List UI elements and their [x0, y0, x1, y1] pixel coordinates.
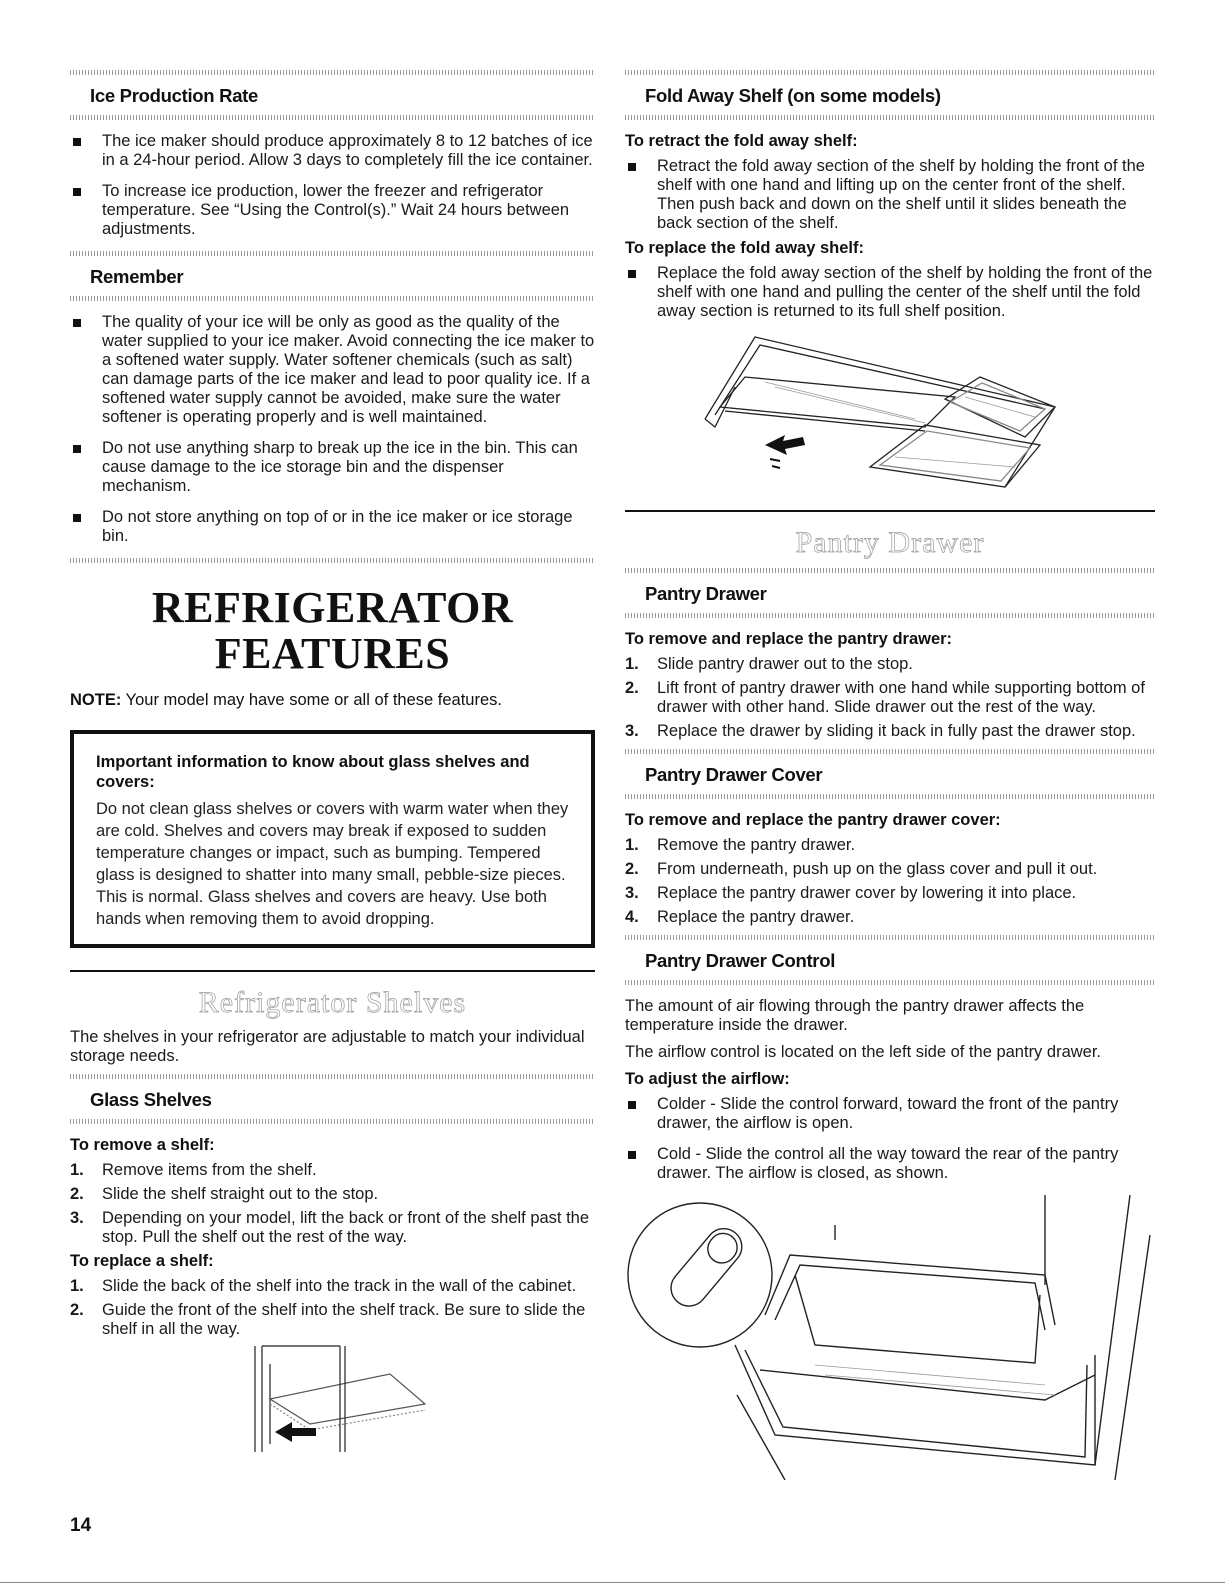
step-text: Replace the drawer by sliding it back in fully past the drawer stop. — [657, 722, 1136, 740]
list-item: To increase ice production, lower the freezer and refrigerator temperature. See “Using the Control(s).” Wait 24 hours between adjustments. — [70, 182, 595, 239]
section-title: Pantry Drawer — [645, 583, 767, 604]
hatch-rule — [70, 558, 595, 563]
step-number: 4. — [625, 908, 639, 926]
step-text: Remove the pantry drawer. — [657, 836, 856, 854]
step-item — [70, 1209, 595, 1247]
list-item: The ice maker should produce approximately 8 to 12 batches of ice in a 24-hour period. Allow 3 days to completely fill the ice container. — [70, 132, 595, 170]
section-title: Glass Shelves — [90, 1089, 212, 1110]
page-number: 14 — [70, 1515, 92, 1536]
section-title: Pantry Drawer Cover — [645, 764, 823, 785]
step-text: Slide the shelf straight out to the stop. — [102, 1185, 379, 1203]
page-bottom-rule — [0, 1582, 1225, 1583]
pantry-cover-header — [625, 749, 1155, 799]
step-number: 2. — [70, 1185, 84, 1203]
step-item — [625, 722, 1155, 741]
step-number: 3. — [625, 884, 639, 902]
step-text: Depending on your model, lift the back or front of the shelf past the stop. Pull the shelf out the rest of the way. — [102, 1209, 590, 1246]
fold-away-header — [625, 70, 1155, 120]
step-text: Lift front of pantry drawer with one hand while supporting bottom of drawer with other hand. Slide drawer out the rest of the way. — [657, 679, 1145, 716]
page-title — [70, 585, 595, 677]
replace-fold-bullets — [625, 264, 1155, 321]
list-item: Cold - Slide the control all the way toward the rear of the pantry drawer. The airflow is closed, as shown. — [625, 1145, 1155, 1183]
section-title: Remember — [90, 266, 184, 287]
hatch-rule — [625, 980, 1155, 985]
pantry-drawer-header — [625, 568, 1155, 618]
airflow-bullets — [625, 1095, 1155, 1183]
list-item: Do not use anything sharp to break up the ice in the bin. This can cause damage to the ice storage bin and the dispenser mechanism. — [70, 439, 595, 496]
glass-shelves-header — [70, 1074, 595, 1124]
subhead: To replace the fold away shelf: — [625, 239, 865, 257]
step-text: Slide pantry drawer out to the stop. — [657, 655, 913, 673]
list-item: Replace the fold away section of the shelf by holding the front of the shelf with one hand and pulling the center of the shelf until the fold away section is returned to its full shelf position. — [625, 264, 1155, 321]
step-item — [625, 884, 1155, 903]
step-number: 2. — [625, 679, 639, 697]
pantry-cover-steps — [625, 836, 1155, 927]
note — [70, 691, 595, 710]
step-number: 3. — [625, 722, 639, 740]
step-item — [625, 655, 1155, 674]
ice-rate-bullets — [70, 132, 595, 239]
step-item — [625, 860, 1155, 879]
step-number: 1. — [70, 1277, 84, 1295]
pantry-drawer-steps — [625, 655, 1155, 741]
step-item — [625, 908, 1155, 927]
step-number: 1. — [625, 836, 639, 854]
refrigerator-shelves-heading: Refrigerator Shelves — [198, 986, 467, 1019]
ice-production-rate-header — [70, 70, 595, 120]
section-title: Pantry Drawer Control — [645, 950, 836, 971]
subhead: To replace a shelf: — [70, 1252, 214, 1270]
hatch-rule — [625, 115, 1155, 120]
remember-header — [70, 251, 595, 301]
step-number: 1. — [70, 1161, 84, 1179]
list-item: Retract the fold away section of the shelf by holding the front of the shelf with one hand and lifting up on the center front of the shelf. Then push back and down on the shelf until it slides beneath the back section of the shelf. — [625, 157, 1155, 233]
fold-away-shelf-illustration — [625, 327, 1155, 492]
step-item — [70, 1185, 595, 1204]
glass-warning-box — [70, 730, 595, 948]
shelves-intro: The shelves in your refrigerator are adjustable to match your individual storage needs. — [70, 1028, 585, 1065]
subhead: To retract the fold away shelf: — [625, 132, 858, 150]
hatch-rule — [625, 613, 1155, 618]
step-item — [625, 836, 1155, 855]
step-number: 2. — [70, 1301, 84, 1319]
page-title-line: FEATURES — [214, 629, 451, 678]
replace-shelf-steps — [70, 1277, 595, 1339]
arrow-icon — [765, 435, 805, 455]
glass-shelf-illustration — [70, 1344, 595, 1454]
note-label: NOTE: — [70, 691, 122, 709]
step-text: Slide the back of the shelf into the track in the wall of the cabinet. — [102, 1277, 577, 1295]
subhead: To adjust the airflow: — [625, 1070, 790, 1088]
step-text: Replace the pantry drawer cover by lowering it into place. — [657, 884, 1077, 902]
step-item — [70, 1301, 595, 1339]
paragraph: The airflow control is located on the left side of the pantry drawer. — [625, 1043, 1102, 1061]
paragraph: The amount of air flowing through the pantry drawer affects the temperature inside the drawer. — [625, 997, 1085, 1034]
note-text: Your model may have some or all of these features. — [121, 691, 502, 709]
step-text: Guide the front of the shelf into the shelf track. Be sure to slide the shelf in all the way. — [102, 1301, 586, 1338]
step-text: Remove items from the shelf. — [102, 1161, 317, 1179]
pantry-control-header — [625, 935, 1155, 985]
subhead: To remove and replace the pantry drawer: — [625, 630, 953, 648]
subhead: To remove and replace the pantry drawer cover: — [625, 811, 1001, 829]
step-number: 2. — [625, 860, 639, 878]
list-item: Colder - Slide the control forward, toward the front of the pantry drawer, the airflow is open. — [625, 1095, 1155, 1133]
page-title-line: REFRIGERATOR — [151, 583, 514, 632]
hatch-rule — [70, 1119, 595, 1124]
pantry-drawer-heading: Pantry Drawer — [795, 526, 985, 559]
box-title: Important information to know about glass shelves and covers: — [96, 753, 530, 791]
box-text: Do not clean glass shelves or covers with warm water when they are cold. Shelves and covers may break if exposed to sudden temperature changes or impact, such as bumping. Tempered glass is designed to shatter into many small, pebble-size pieces. This is normal. Glass shelves and covers are heavy. Use both hands when removing them to avoid dropping. — [96, 800, 569, 928]
remove-shelf-steps — [70, 1161, 595, 1247]
hatch-rule — [625, 794, 1155, 799]
pantry-drawer-control-illustration — [625, 1195, 1155, 1480]
step-item — [70, 1277, 595, 1296]
section-title: Fold Away Shelf (on some models) — [645, 85, 941, 106]
section-title: Ice Production Rate — [90, 85, 259, 106]
hatch-rule — [70, 115, 595, 120]
subhead: To remove a shelf: — [70, 1136, 215, 1154]
step-number: 1. — [625, 655, 639, 673]
step-item — [70, 1161, 595, 1180]
list-item: Do not store anything on top of or in the ice maker or ice storage bin. — [70, 508, 595, 546]
left-column — [70, 70, 595, 1454]
step-text: Replace the pantry drawer. — [657, 908, 855, 926]
step-item — [625, 679, 1155, 717]
list-item: The quality of your ice will be only as good as the quality of the water supplied to your ice maker. Avoid connecting the ice maker to a softened water supply. Water softener chemicals (such as salt) can damage parts of the ice maker and lead to poor quality ice. If a softened water supply cannot be avoided, make sure the water softener is operating properly and is well maintained. — [70, 313, 595, 427]
remember-bullets — [70, 313, 595, 546]
arrow-icon — [275, 1422, 316, 1442]
step-number: 3. — [70, 1209, 84, 1227]
hatch-rule — [70, 296, 595, 301]
right-column — [625, 70, 1155, 1480]
step-text: From underneath, push up on the glass cover and pull it out. — [657, 860, 1098, 878]
retract-bullets — [625, 157, 1155, 233]
